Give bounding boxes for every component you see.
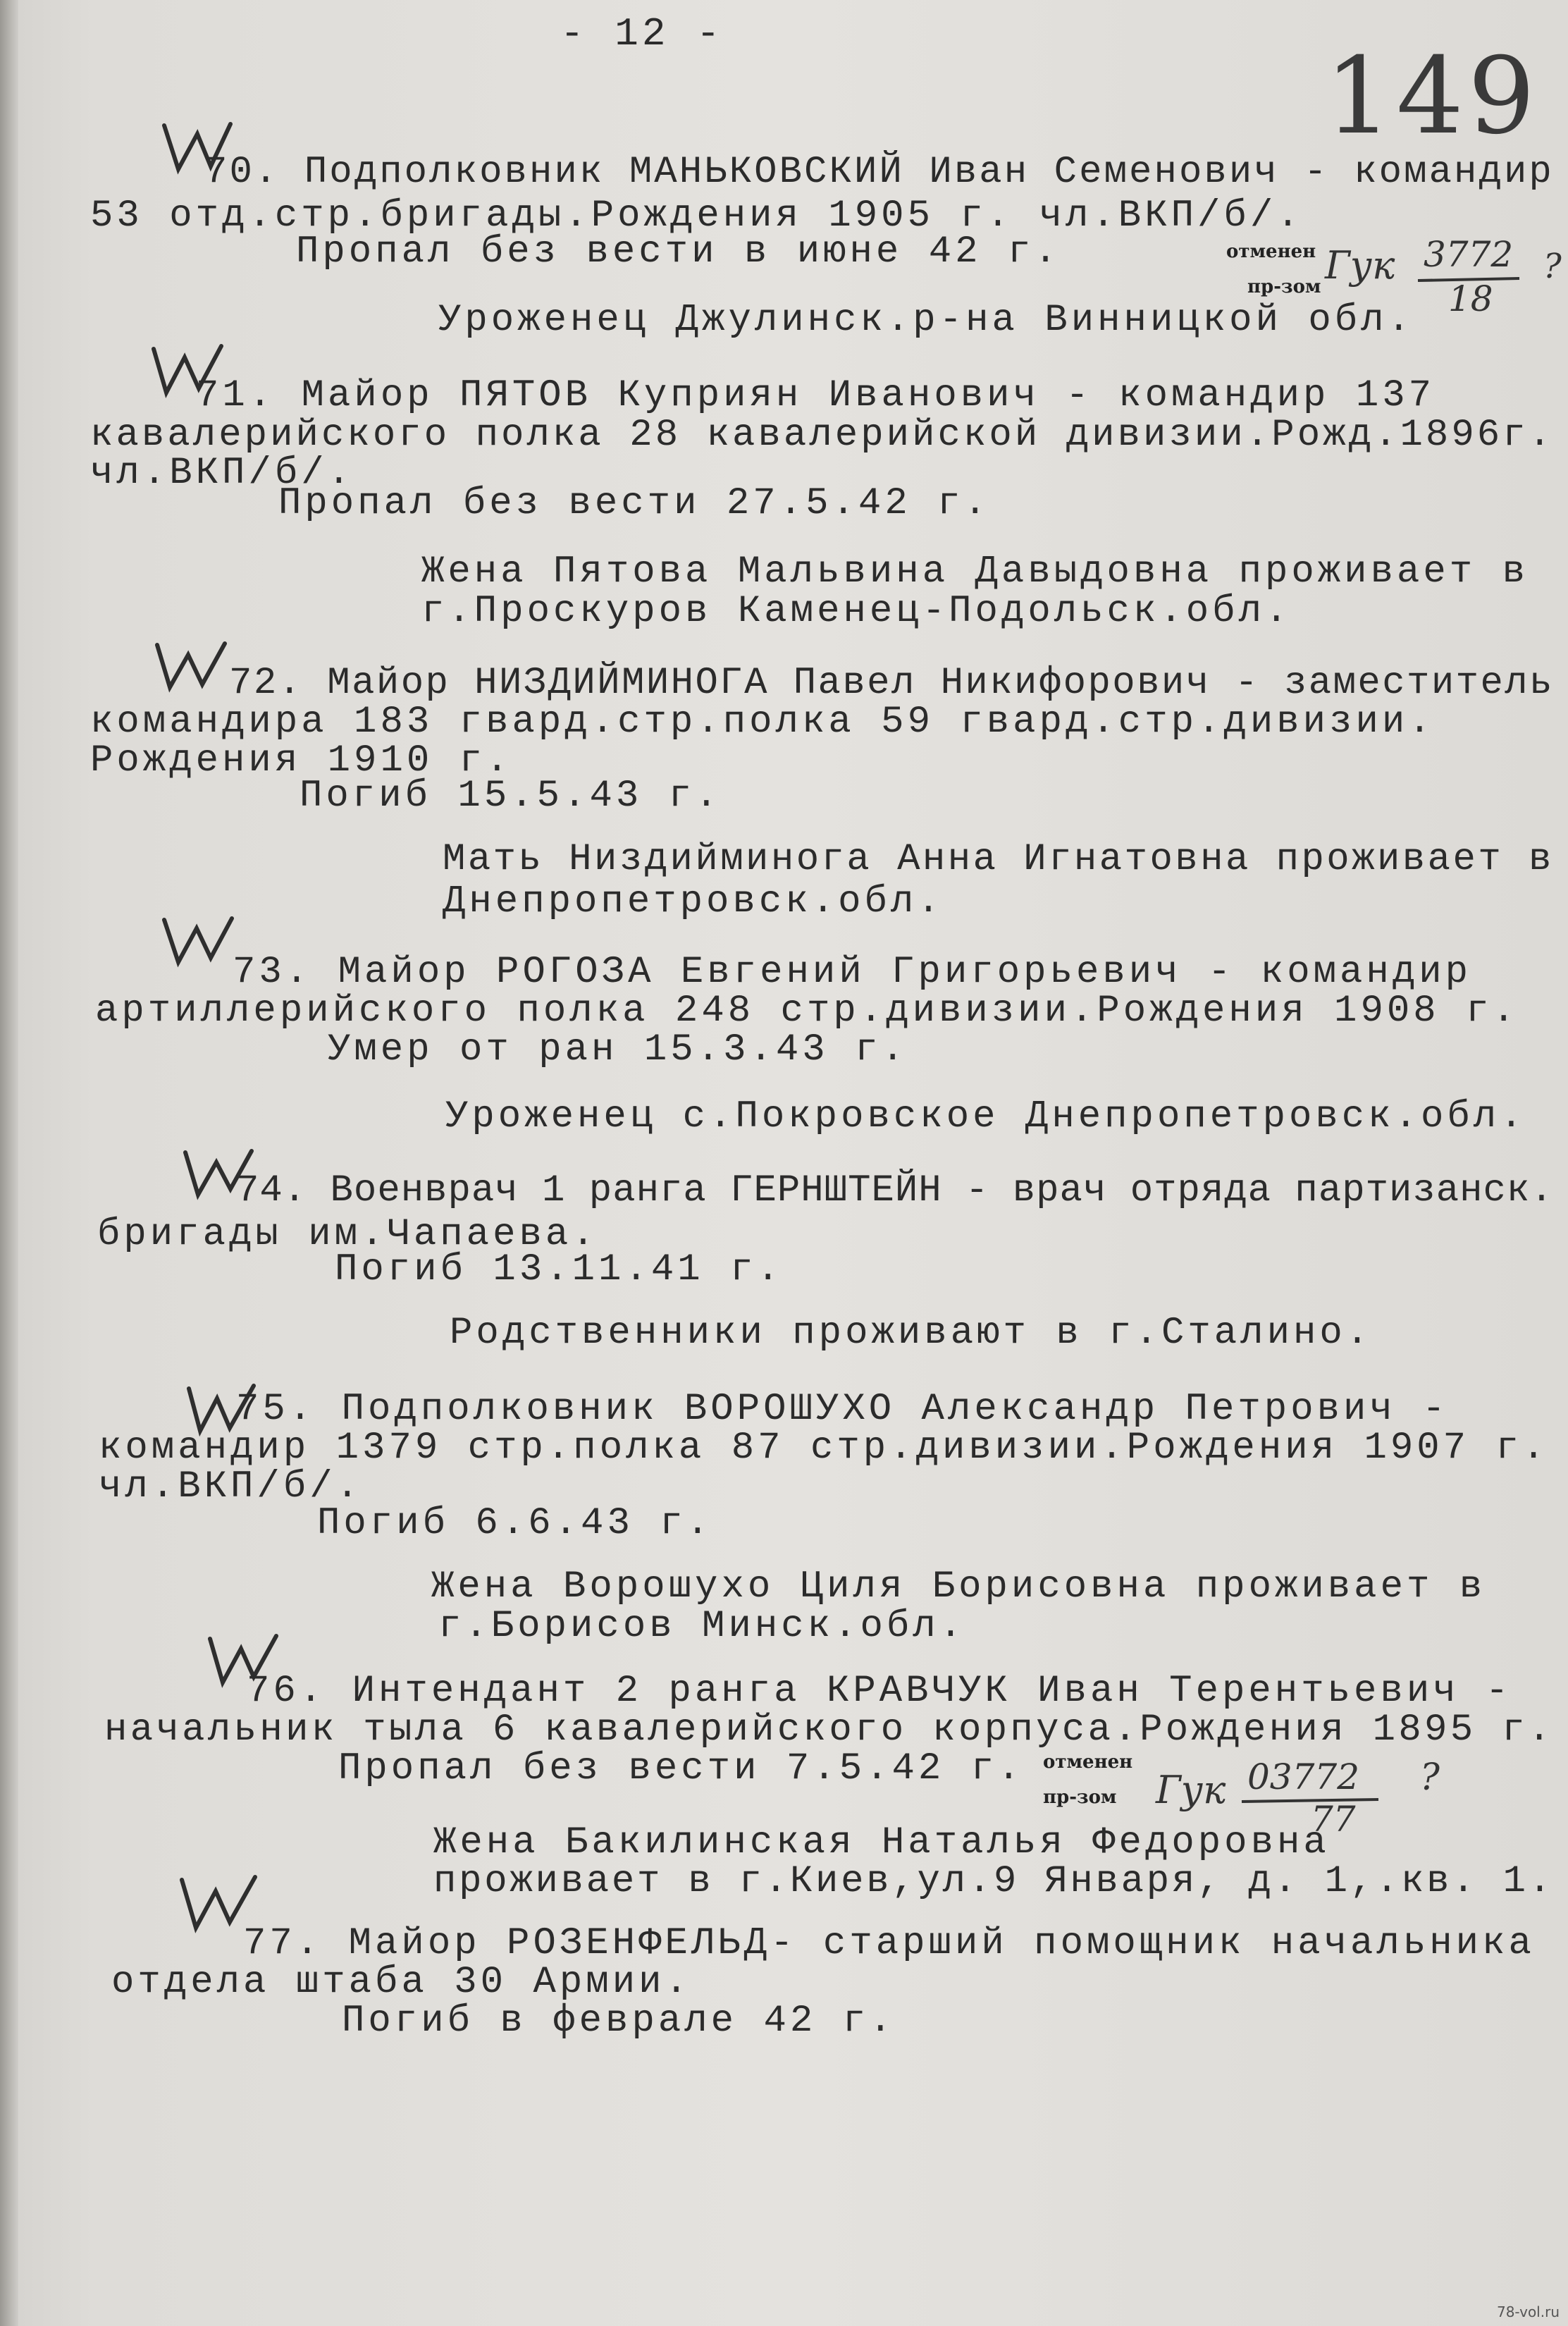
entry-70-status: Пропал без вести в июне 42 г. (296, 230, 1061, 273)
entry-75-note-2: г.Борисов Минск.обл. (438, 1605, 966, 1648)
entry-74-line-2: бригады им.Чапаева. (97, 1213, 598, 1256)
entry-70-stamp-line2: пр-зом (1247, 276, 1321, 297)
entry-77-line-2: отдела штаба 30 Армии. (111, 1961, 691, 2004)
entry-73-line-2: артиллерийского полка 248 стр.дивизии.Рождения 1908 г. (95, 990, 1519, 1033)
entry-76-status: Пропал без вести 7.5.42 г. (338, 1747, 1024, 1790)
entry-76-line-1: 76. Интендант 2 ранга КРАВЧУК Иван Терентьевич - (247, 1670, 1512, 1713)
entry-75-line-3: чл.ВКП/б/. (99, 1465, 363, 1508)
entry-76-stamp-mark: ? (1420, 1756, 1440, 1799)
entry-70-stamp-handwritten: Гук (1325, 243, 1395, 288)
entry-70-line-1: 70. Подполковник МАНЬКОВСКИЙ Иван Семенович - командир (204, 151, 1554, 194)
entry-70-line-2: 53 отд.стр.бригады.Рождения 1905 г. чл.ВКП/б/. (90, 195, 1303, 238)
entry-72-note-2: Днепропетровск.обл. (443, 880, 944, 923)
entry-72-line-3: Рождения 1910 г. (90, 739, 512, 782)
entry-75-note-1: Жена Ворошухо Циля Борисовна проживает в (431, 1565, 1486, 1608)
entry-76-stamp-handwritten: Гук (1156, 1768, 1226, 1812)
entry-70-note: Уроженец Джулинск.р-на Винницкой обл. (438, 299, 1414, 342)
entry-71-note-2: г.Проскуров Каменец-Подольск.обл. (421, 590, 1292, 633)
entry-71-note-1: Жена Пятова Мальвина Давыдовна проживает в (421, 550, 1529, 593)
check-mark-icon (159, 913, 236, 969)
entry-72-status: Погиб 15.5.43 г. (300, 775, 722, 818)
entry-71-line-3: чл.ВКП/б/. (90, 452, 354, 495)
entry-72-line-2: командира 183 гвард.стр.полка 59 гвард.стр.дивизии. (90, 701, 1435, 744)
entry-76-note-1: Жена Бакилинская Наталья Федоровна (433, 1821, 1330, 1864)
entry-70-stamp-mark: ? (1543, 247, 1562, 286)
entry-76-stamp-numerator: 03772 (1247, 1756, 1360, 1797)
entry-76-stamp-denominator: 77 (1311, 1799, 1356, 1840)
entry-77-status: Погиб в феврале 42 г. (342, 2000, 896, 2043)
folio-number: 149 (1325, 35, 1540, 158)
entry-73-note: Уроженец с.Покровское Днепропетровск.обл. (445, 1095, 1526, 1138)
entry-72-line-1: 72. Майор НИЗДИЙМИНОГА Павел Никифорович - заместитель (229, 662, 1554, 705)
entry-75-status: Погиб 6.6.43 г. (317, 1502, 713, 1545)
entry-71-line-2: кавалерийского полка 28 кавалерийской дивизии.Рожд.1896г. (90, 414, 1555, 457)
watermark: 78-vol.ru (1496, 2303, 1560, 2320)
entry-71-line-1: 71. Майор ПЯТОВ Куприян Иванович - командир 137 (196, 374, 1436, 417)
entry-70-stamp-line1: отменен (1226, 241, 1316, 262)
entry-77-line-1: 77. Майор РОЗЕНФЕЛЬД- старший помощник начальника (243, 1922, 1535, 1965)
entry-76-stamp-line2: пр-зом (1043, 1787, 1117, 1808)
entry-76-stamp-line1: отменен (1043, 1752, 1133, 1773)
entry-74-line-1: 74. Военврач 1 ранга ГЕРНШТЕЙН - врач отряда партизанск. (236, 1169, 1554, 1212)
entry-73-line-1: 73. Майор РОГОЗА Евгений Григорьевич - командир (233, 951, 1472, 994)
page-number: - 12 - (560, 11, 724, 56)
entry-72-note-1: Мать Низдийминога Анна Игнатовна проживает в (443, 838, 1554, 881)
entry-75-line-1: 75. Подполковник ВОРОШУХО Александр Петрович - (236, 1388, 1449, 1431)
entry-76-note-2: проживает в г.Киев,ул.9 Января, д. 1,.кв. 1. (433, 1860, 1554, 1903)
entry-74-status: Погиб 13.11.41 г. (335, 1248, 783, 1291)
entry-74-note: Родственники проживают в г.Сталино. (450, 1312, 1373, 1355)
entry-75-line-2: командир 1379 стр.полка 87 стр.дивизии.Рождения 1907 г. (99, 1427, 1549, 1470)
entry-70-stamp-numerator: 3772 (1424, 234, 1514, 275)
entry-71-status: Пропал без вести 27.5.42 г. (278, 482, 990, 525)
entry-76-line-2: начальник тыла 6 кавалерийского корпуса.Рождения 1895 г. (104, 1709, 1554, 1752)
check-mark-icon (152, 638, 229, 694)
entry-73-status: Умер от ран 15.3.43 г. (328, 1028, 908, 1071)
entry-70-stamp-denominator: 18 (1448, 278, 1493, 319)
page-edge-shadow (0, 0, 18, 2326)
